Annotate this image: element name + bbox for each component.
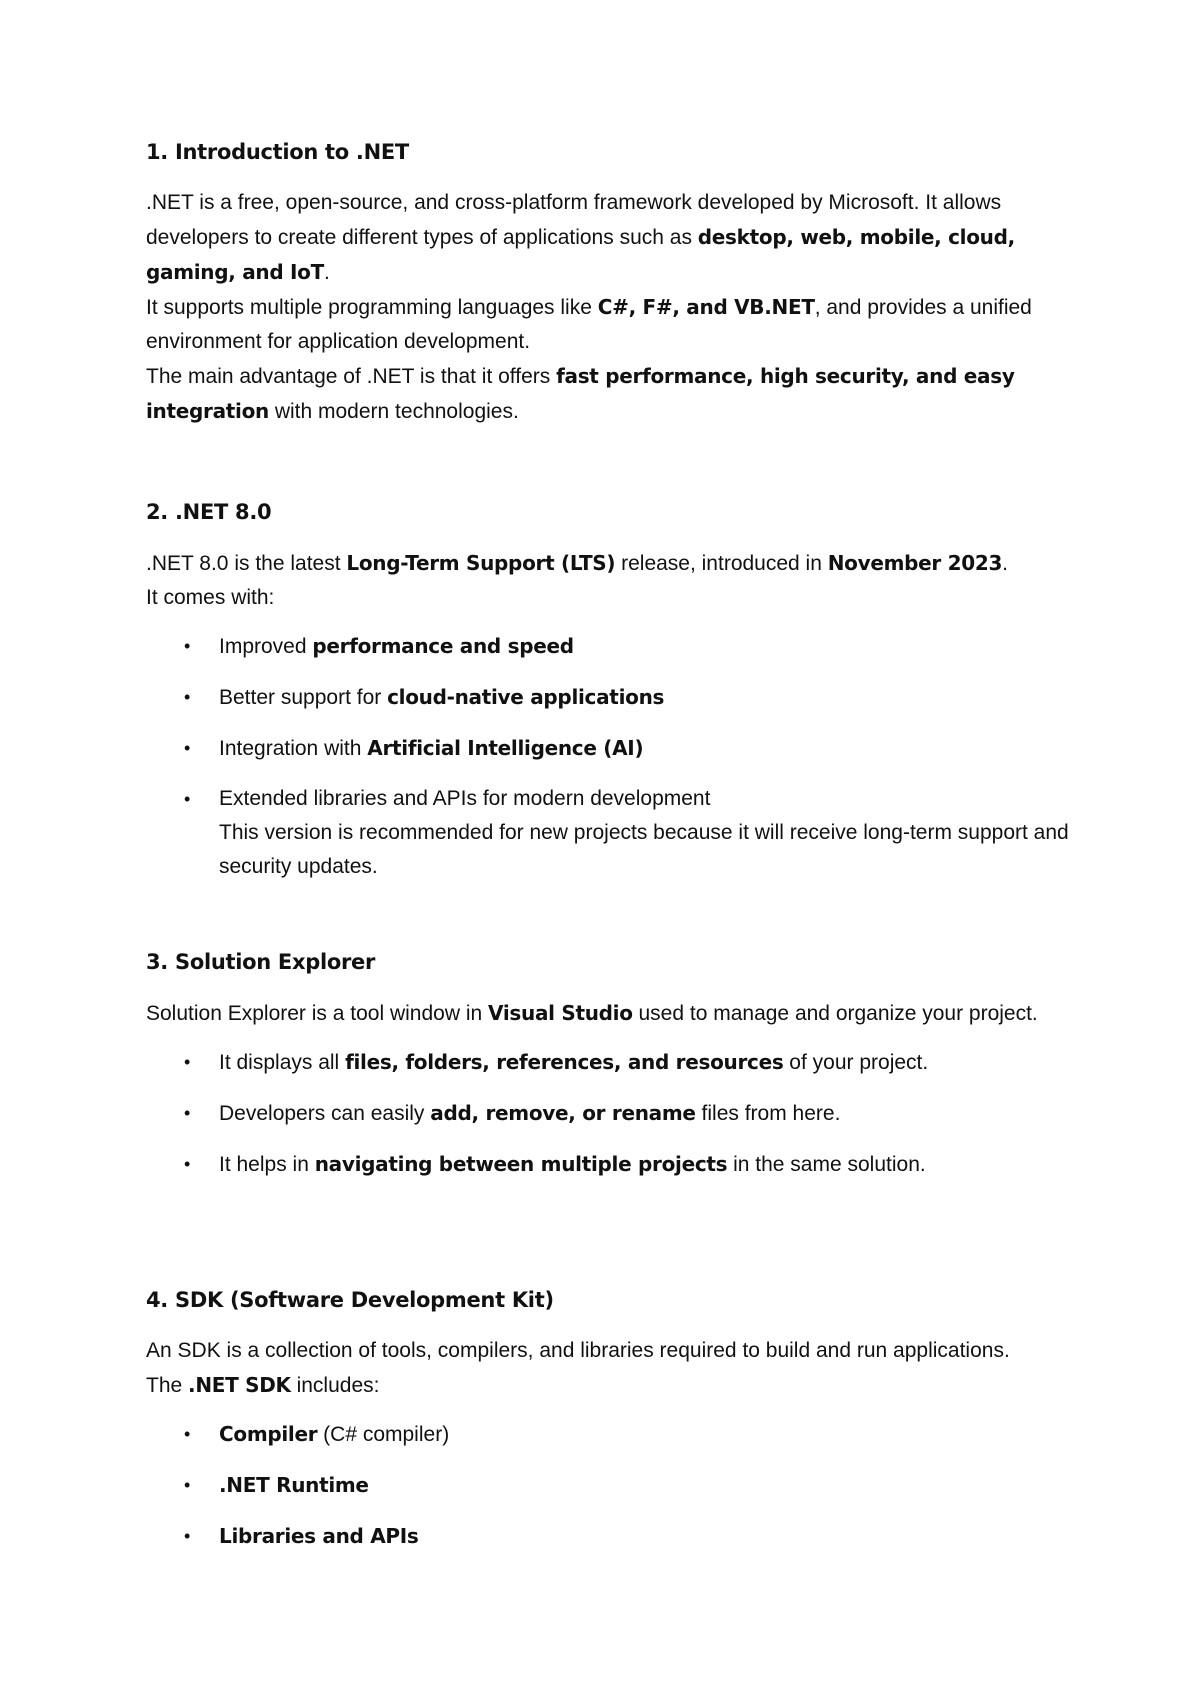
text-run: . [1002,552,1008,575]
bullet-list [146,1417,1076,1554]
bullet-icon: • [184,789,191,809]
bold-run: Libraries and APIs [219,1524,419,1548]
bold-run: .NET SDK [188,1373,291,1397]
text-run: An SDK is a collection of tools, compilers, and libraries required to build and run applications. [146,1339,1010,1362]
text-run: .NET 8.0 is the latest [146,552,347,575]
text-run: used to manage and organize your project. [632,1002,1038,1025]
text-run: The [146,1374,189,1397]
bullet-icon: • [184,687,191,707]
paragraph [146,1334,1076,1403]
list-item [146,1147,1076,1182]
bold-run: cloud-native applications [387,685,665,709]
list-item [146,1468,1076,1503]
paragraph [146,996,1076,1031]
text-run: .NET is a free, open-source, and cross-platform framework developed by Microsoft. It allows developers to create different types of applications such as [146,191,1002,249]
bullet-icon: • [184,1154,191,1174]
list-item [146,1096,1076,1131]
bold-run: Visual Studio [488,1001,633,1025]
bold-run: Long-Term Support (LTS) [346,551,616,575]
bullet-icon: • [184,1475,191,1495]
text-run: files from here. [695,1102,841,1125]
bullet-icon: • [184,1526,191,1546]
bold-run: desktop, web, mobile, cloud, gaming, and IoT [146,225,1015,284]
bullet-icon: • [184,1103,191,1123]
list-item [146,1519,1076,1554]
bold-run: Artificial Intelligence (AI) [367,736,644,760]
document-page [146,140,1076,1570]
paragraph [146,186,1076,429]
bold-run: navigating between multiple projects [314,1152,728,1176]
bold-run: performance and speed [312,634,574,658]
paragraph [146,546,1076,615]
text-run: It supports multiple programming languages like [146,296,598,319]
section-solution-explorer [146,950,1076,1288]
bullet-icon: • [184,636,191,656]
text-run: . [323,261,330,284]
bold-run: fast performance, high security, and easy integration [146,364,1015,423]
bold-run: files, folders, references, and resources [345,1050,784,1074]
section-heading: 4. SDK (Software Development Kit) [146,1288,554,1312]
section-introduction [146,140,1076,500]
bullet-list [146,1045,1076,1182]
list-item [146,1045,1076,1080]
text-run: Developers can easily [219,1102,431,1125]
bold-run: C#, F#, and VB.NET [597,295,815,319]
text-run: (C# compiler) [317,1423,450,1446]
text-run: Better support for [219,686,388,709]
text-run: The main advantage of .NET is that it offers [146,365,557,388]
text-run: It displays all [219,1051,346,1074]
text-run: release, introduced in [615,552,828,575]
text-run: It comes with: [146,586,275,609]
bullet-list [146,629,1076,884]
text-run: Improved [219,635,313,658]
text-run: in the same solution. [727,1153,926,1176]
bullet-icon: • [184,1424,191,1444]
list-item [146,680,1076,715]
text-run: It helps in [219,1153,315,1176]
text-run: , and provides a unified environment for application development. [146,296,1032,353]
section-sdk [146,1288,1076,1554]
section-heading: 3. Solution Explorer [146,950,376,974]
list-item [146,782,1076,884]
text-run: Integration with [219,737,368,760]
list-item [146,1417,1076,1452]
bullet-icon: • [184,1052,191,1072]
text-run: with modern technologies. [269,400,519,423]
text-run: Extended libraries and APIs for modern development [219,787,711,810]
bold-run: Compiler [219,1422,318,1446]
text-run: Solution Explorer is a tool window in [146,1002,489,1025]
bold-run: .NET Runtime [219,1473,369,1497]
text-run: This version is recommended for new projects because it will receive long-term support and security updates. [219,821,1069,878]
section-net8 [146,500,1076,950]
bullet-icon: • [184,738,191,758]
bold-run: add, remove, or rename [430,1101,696,1125]
text-run: includes: [290,1374,380,1397]
list-item [146,629,1076,664]
list-item [146,731,1076,766]
section-heading: 1. Introduction to .NET [146,140,409,164]
text-run: of your project. [783,1051,929,1074]
bold-run: November 2023 [827,551,1003,575]
section-heading: 2. .NET 8.0 [146,500,272,524]
